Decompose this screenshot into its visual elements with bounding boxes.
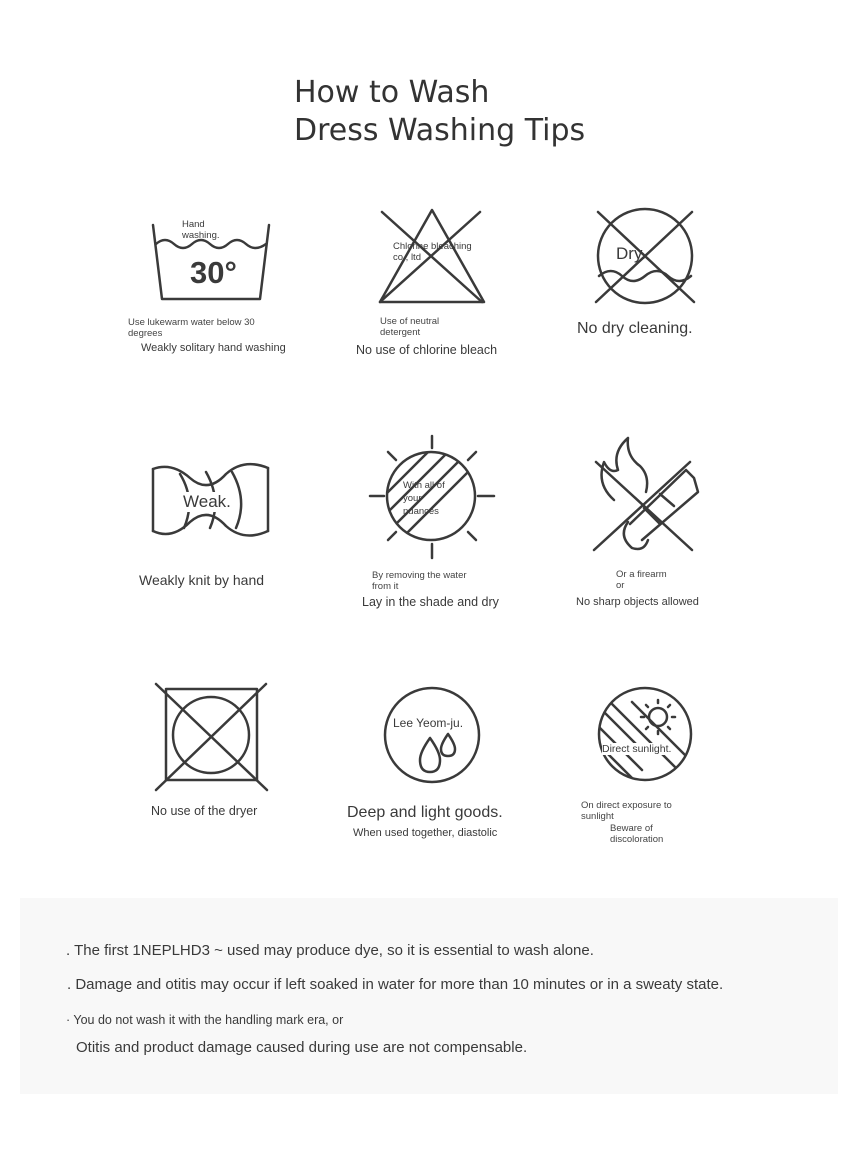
separate-caption: Deep and light goods. — [347, 804, 503, 821]
sun-note-2: Beware of discoloration — [610, 823, 664, 845]
wring-caption: Weakly knit by hand — [139, 572, 265, 588]
note-line-3: · You do not wash it with the handling mark era, or — [66, 1013, 344, 1027]
sun-note-1: On direct exposure to sunlight — [581, 800, 672, 822]
dry-clean-caption: No dry cleaning. — [577, 320, 693, 337]
note-line-4: Otitis and product damage caused during use are not compensable. — [76, 1039, 528, 1056]
note-line-2: . Damage and otitis may occur if left soaked in water for more than 10 minutes or in a sweaty state. — [67, 976, 724, 993]
bleach-caption: No use of chlorine bleach — [356, 343, 498, 357]
dry-clean-inner-label: Dry. — [616, 244, 646, 263]
separate-inner-label: Lee Yeom-ju. — [393, 716, 464, 730]
sharp-caption: No sharp objects allowed — [576, 596, 699, 608]
bleach-inner-label: Chlorine bleaching co., ltd — [393, 241, 472, 263]
sharp-note: Or a firearm or — [616, 569, 667, 591]
sun-inner-label: Direct sunlight. — [602, 743, 672, 755]
bleach-note: Use of neutral detergent — [380, 316, 440, 338]
hand-wash-caption: Weakly solitary hand washing — [141, 342, 286, 354]
note-line-1: . The first 1NEPLHD3 ~ used may produce dye, so it is essential to wash alone. — [66, 942, 594, 959]
temperature-label: 30° — [190, 255, 237, 290]
shade-inner-label: With all of your nuances — [403, 480, 445, 517]
hand-wash-note: Use lukewarm water below 30 degrees — [128, 317, 255, 339]
shade-caption: Lay in the shade and dry — [362, 595, 499, 609]
title-line-2: Dress Washing Tips — [294, 113, 586, 148]
notes-panel — [20, 898, 838, 1094]
wring-inner-label: Weak. — [183, 492, 231, 511]
dryer-caption: No use of the dryer — [151, 804, 258, 818]
shade-note: By removing the water from it — [372, 570, 467, 592]
title-line-1: How to Wash — [294, 75, 490, 110]
separate-note: When used together, diastolic — [353, 827, 498, 839]
page-title — [294, 74, 585, 150]
hand-wash-inner-label: Hand washing. — [182, 219, 220, 241]
